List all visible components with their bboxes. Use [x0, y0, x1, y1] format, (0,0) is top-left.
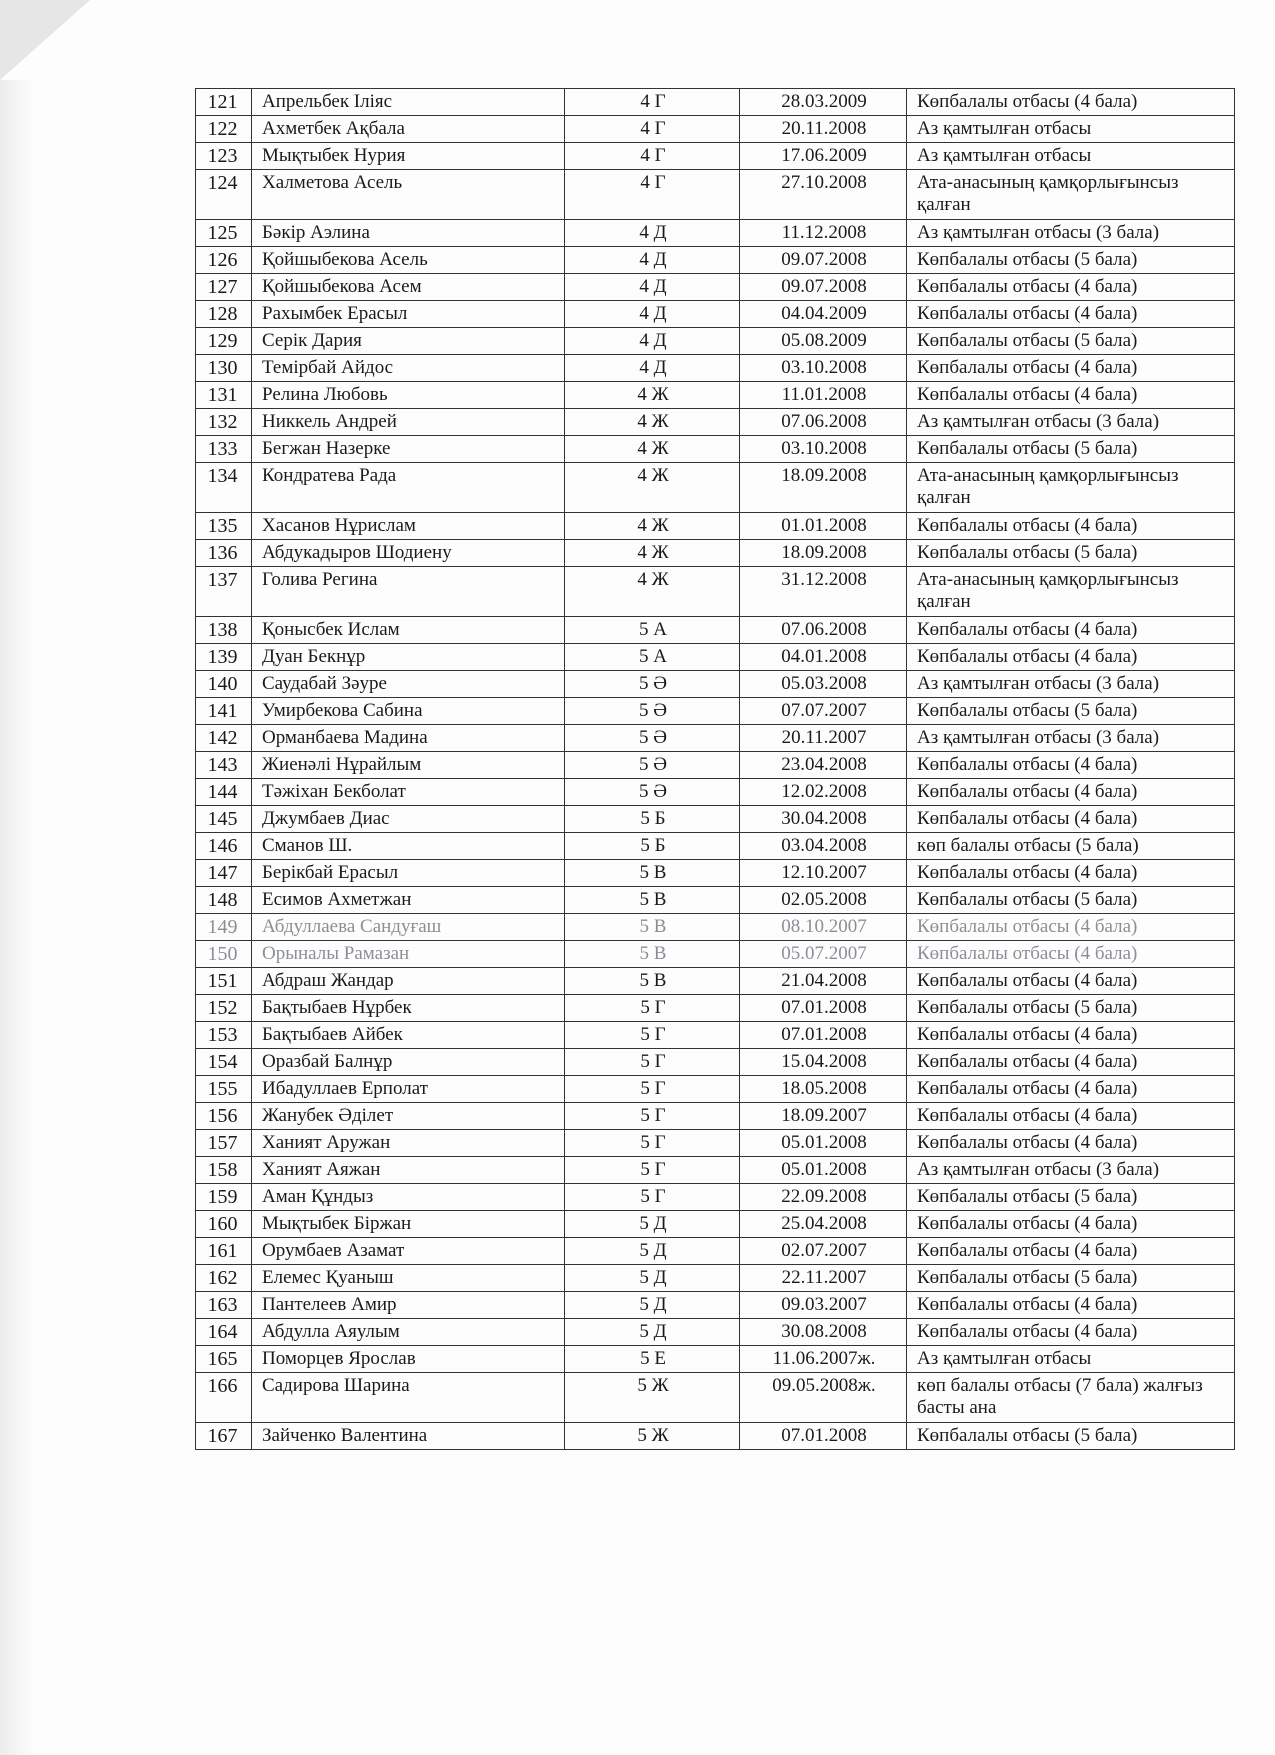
birth-date: 30.04.2008 — [740, 806, 907, 833]
family-status: Көпбалалы отбасы (5 бала) — [907, 1423, 1235, 1450]
birth-date: 18.05.2008 — [740, 1076, 907, 1103]
table-row — [196, 833, 1235, 860]
class-cell: 4 Ж — [565, 463, 740, 513]
student-name: Бақтыбаев Айбек — [252, 1022, 565, 1049]
row-number: 149 — [196, 914, 252, 941]
birth-date: 17.06.2009 — [740, 143, 907, 170]
row-number: 134 — [196, 463, 252, 513]
row-number: 143 — [196, 752, 252, 779]
table-row — [196, 1049, 1235, 1076]
class-cell: 5 Д — [565, 1238, 740, 1265]
family-status: Көпбалалы отбасы (4 бала) — [907, 1130, 1235, 1157]
table-row — [196, 806, 1235, 833]
row-number: 148 — [196, 887, 252, 914]
student-name: Орыналы Рамазан — [252, 941, 565, 968]
table-row — [196, 644, 1235, 671]
family-status: Көпбалалы отбасы (4 бала) — [907, 941, 1235, 968]
birth-date: 07.06.2008 — [740, 409, 907, 436]
table-row — [196, 698, 1235, 725]
birth-date: 01.01.2008 — [740, 513, 907, 540]
student-name: Хасанов Нұрислам — [252, 513, 565, 540]
birth-date: 02.07.2007 — [740, 1238, 907, 1265]
row-number: 138 — [196, 617, 252, 644]
table-row — [196, 671, 1235, 698]
table-row — [196, 170, 1235, 220]
birth-date: 31.12.2008 — [740, 567, 907, 617]
table-row — [196, 1103, 1235, 1130]
family-status: Көпбалалы отбасы (5 бала) — [907, 887, 1235, 914]
class-cell: 5 В — [565, 860, 740, 887]
table-row — [196, 328, 1235, 355]
student-name: Абдуллаева Сандуғаш — [252, 914, 565, 941]
class-cell: 4 Г — [565, 170, 740, 220]
student-name: Абдраш Жандар — [252, 968, 565, 995]
family-status: Аз қамтылған отбасы — [907, 143, 1235, 170]
birth-date: 07.07.2007 — [740, 698, 907, 725]
table-row — [196, 1022, 1235, 1049]
table-row — [196, 941, 1235, 968]
family-status: Аз қамтылған отбасы — [907, 116, 1235, 143]
student-name: Елемес Қуаныш — [252, 1265, 565, 1292]
family-status: Көпбалалы отбасы (4 бала) — [907, 1319, 1235, 1346]
family-status: Көпбалалы отбасы (4 бала) — [907, 617, 1235, 644]
class-cell: 5 Ә — [565, 698, 740, 725]
class-cell: 4 Д — [565, 301, 740, 328]
class-cell: 5 Г — [565, 1157, 740, 1184]
student-name: Темірбай Айдос — [252, 355, 565, 382]
family-status: Көпбалалы отбасы (4 бала) — [907, 968, 1235, 995]
birth-date: 30.08.2008 — [740, 1319, 907, 1346]
family-status: Көпбалалы отбасы (4 бала) — [907, 1022, 1235, 1049]
class-cell: 5 Г — [565, 1103, 740, 1130]
student-name: Ахметбек Ақбала — [252, 116, 565, 143]
table-row — [196, 617, 1235, 644]
scan-shadow-corner — [0, 0, 90, 80]
birth-date: 23.04.2008 — [740, 752, 907, 779]
birth-date: 11.01.2008 — [740, 382, 907, 409]
table-row — [196, 355, 1235, 382]
birth-date: 05.01.2008 — [740, 1157, 907, 1184]
row-number: 137 — [196, 567, 252, 617]
family-status: Көпбалалы отбасы (4 бала) — [907, 355, 1235, 382]
row-number: 124 — [196, 170, 252, 220]
birth-date: 28.03.2009 — [740, 89, 907, 116]
family-status: Аз қамтылған отбасы (3 бала) — [907, 409, 1235, 436]
row-number: 128 — [196, 301, 252, 328]
class-cell: 4 Д — [565, 355, 740, 382]
class-cell: 4 Ж — [565, 409, 740, 436]
birth-date: 09.07.2008 — [740, 274, 907, 301]
class-cell: 4 Ж — [565, 382, 740, 409]
row-number: 162 — [196, 1265, 252, 1292]
family-status: Көпбалалы отбасы (4 бала) — [907, 1292, 1235, 1319]
row-number: 155 — [196, 1076, 252, 1103]
birth-date: 04.04.2009 — [740, 301, 907, 328]
student-name: Пантелеев Амир — [252, 1292, 565, 1319]
class-cell: 4 Ж — [565, 540, 740, 567]
student-name: Халметова Асель — [252, 170, 565, 220]
student-name: Садирова Шарина — [252, 1373, 565, 1423]
table-row — [196, 1319, 1235, 1346]
family-status: Аз қамтылған отбасы — [907, 1346, 1235, 1373]
row-number: 145 — [196, 806, 252, 833]
birth-date: 08.10.2007 — [740, 914, 907, 941]
birth-date: 22.11.2007 — [740, 1265, 907, 1292]
table-row — [196, 274, 1235, 301]
birth-date: 07.01.2008 — [740, 995, 907, 1022]
class-cell: 5 Г — [565, 995, 740, 1022]
family-status: Көпбалалы отбасы (4 бала) — [907, 1076, 1235, 1103]
birth-date: 18.09.2007 — [740, 1103, 907, 1130]
family-status: Көпбалалы отбасы (4 бала) — [907, 382, 1235, 409]
birth-date: 05.01.2008 — [740, 1130, 907, 1157]
row-number: 140 — [196, 671, 252, 698]
family-status: Көпбалалы отбасы (4 бала) — [907, 914, 1235, 941]
class-cell: 5 Д — [565, 1211, 740, 1238]
family-status: Көпбалалы отбасы (5 бала) — [907, 1265, 1235, 1292]
table-row — [196, 1157, 1235, 1184]
student-name: Бақтыбаев Нұрбек — [252, 995, 565, 1022]
family-status: Көпбалалы отбасы (4 бала) — [907, 301, 1235, 328]
table-row — [196, 409, 1235, 436]
family-status: Ата-анасының қамқорлығынсыз қалған — [907, 170, 1235, 220]
table-row — [196, 1211, 1235, 1238]
family-status: Ата-анасының қамқорлығынсыз қалған — [907, 567, 1235, 617]
table-row — [196, 220, 1235, 247]
table-row — [196, 1076, 1235, 1103]
family-status: Көпбалалы отбасы (4 бала) — [907, 513, 1235, 540]
birth-date: 07.06.2008 — [740, 617, 907, 644]
student-name: Абдулла Аяулым — [252, 1319, 565, 1346]
student-name: Рахымбек Ерасыл — [252, 301, 565, 328]
table-row — [196, 1184, 1235, 1211]
row-number: 132 — [196, 409, 252, 436]
student-name: Абдукадыров Шодиену — [252, 540, 565, 567]
row-number: 121 — [196, 89, 252, 116]
class-cell: 5 Г — [565, 1076, 740, 1103]
class-cell: 4 Г — [565, 116, 740, 143]
student-name: Аман Құндыз — [252, 1184, 565, 1211]
table-row — [196, 540, 1235, 567]
class-cell: 5 А — [565, 644, 740, 671]
row-number: 125 — [196, 220, 252, 247]
row-number: 135 — [196, 513, 252, 540]
class-cell: 4 Д — [565, 247, 740, 274]
student-name: Сманов Ш. — [252, 833, 565, 860]
family-status: Көпбалалы отбасы (5 бала) — [907, 436, 1235, 463]
row-number: 127 — [196, 274, 252, 301]
class-cell: 5 Д — [565, 1265, 740, 1292]
family-status: Көпбалалы отбасы (5 бала) — [907, 328, 1235, 355]
class-cell: 5 Г — [565, 1130, 740, 1157]
family-status: Көпбалалы отбасы (4 бала) — [907, 806, 1235, 833]
table-row — [196, 1373, 1235, 1423]
table-row — [196, 1238, 1235, 1265]
birth-date: 05.03.2008 — [740, 671, 907, 698]
family-status: Көпбалалы отбасы (5 бала) — [907, 995, 1235, 1022]
student-name: Мықтыбек Біржан — [252, 1211, 565, 1238]
row-number: 131 — [196, 382, 252, 409]
class-cell: 4 Ж — [565, 567, 740, 617]
student-table — [195, 88, 1235, 1450]
family-status: Көпбалалы отбасы (4 бала) — [907, 1049, 1235, 1076]
table-row — [196, 436, 1235, 463]
class-cell: 4 Ж — [565, 436, 740, 463]
student-name: Орманбаева Мадина — [252, 725, 565, 752]
student-name: Ханият Аружан — [252, 1130, 565, 1157]
family-status: көп балалы отбасы (7 бала) жалғыз басты ана — [907, 1373, 1235, 1423]
table-row — [196, 301, 1235, 328]
student-name: Тәжіхан Бекболат — [252, 779, 565, 806]
table-row — [196, 752, 1235, 779]
class-cell: 5 Ә — [565, 752, 740, 779]
class-cell: 5 Г — [565, 1184, 740, 1211]
student-name: Саудабай Зәуре — [252, 671, 565, 698]
birth-date: 03.04.2008 — [740, 833, 907, 860]
class-cell: 5 В — [565, 968, 740, 995]
family-status: Аз қамтылған отбасы (3 бала) — [907, 671, 1235, 698]
student-name: Серік Дария — [252, 328, 565, 355]
student-name: Есимов Ахметжан — [252, 887, 565, 914]
student-name: Голива Регина — [252, 567, 565, 617]
class-cell: 4 Г — [565, 143, 740, 170]
table-row — [196, 725, 1235, 752]
student-name: Джумбаев Диас — [252, 806, 565, 833]
class-cell: 5 Б — [565, 806, 740, 833]
student-name: Жиенәлі Нұрайлым — [252, 752, 565, 779]
family-status: Көпбалалы отбасы (4 бала) — [907, 1211, 1235, 1238]
family-status: Көпбалалы отбасы (5 бала) — [907, 540, 1235, 567]
row-number: 166 — [196, 1373, 252, 1423]
row-number: 167 — [196, 1423, 252, 1450]
row-number: 165 — [196, 1346, 252, 1373]
table-row — [196, 463, 1235, 513]
table-row — [196, 968, 1235, 995]
birth-date: 25.04.2008 — [740, 1211, 907, 1238]
class-cell: 5 Д — [565, 1319, 740, 1346]
row-number: 126 — [196, 247, 252, 274]
student-name: Қойшыбекова Асель — [252, 247, 565, 274]
row-number: 156 — [196, 1103, 252, 1130]
student-name: Ибадуллаев Ерполат — [252, 1076, 565, 1103]
student-name: Жанубек Әділет — [252, 1103, 565, 1130]
table-row — [196, 143, 1235, 170]
student-name: Қонысбек Ислам — [252, 617, 565, 644]
table-row — [196, 1292, 1235, 1319]
table-row — [196, 995, 1235, 1022]
class-cell: 5 Г — [565, 1022, 740, 1049]
family-status: Көпбалалы отбасы (4 бала) — [907, 1103, 1235, 1130]
table-row — [196, 779, 1235, 806]
row-number: 163 — [196, 1292, 252, 1319]
table-row — [196, 860, 1235, 887]
birth-date: 09.03.2007 — [740, 1292, 907, 1319]
student-name: Берікбай Ерасыл — [252, 860, 565, 887]
family-status: Көпбалалы отбасы (4 бала) — [907, 274, 1235, 301]
family-status: Аз қамтылған отбасы (3 бала) — [907, 725, 1235, 752]
class-cell: 4 Г — [565, 89, 740, 116]
class-cell: 5 Е — [565, 1346, 740, 1373]
class-cell: 5 Д — [565, 1292, 740, 1319]
table-row — [196, 1130, 1235, 1157]
row-number: 130 — [196, 355, 252, 382]
birth-date: 18.09.2008 — [740, 540, 907, 567]
birth-date: 20.11.2008 — [740, 116, 907, 143]
family-status: Аз қамтылған отбасы (3 бала) — [907, 220, 1235, 247]
family-status: Көпбалалы отбасы (5 бала) — [907, 1184, 1235, 1211]
row-number: 144 — [196, 779, 252, 806]
class-cell: 4 Ж — [565, 513, 740, 540]
table-row — [196, 914, 1235, 941]
birth-date: 11.06.2007ж. — [740, 1346, 907, 1373]
birth-date: 11.12.2008 — [740, 220, 907, 247]
row-number: 129 — [196, 328, 252, 355]
class-cell: 5 Ж — [565, 1373, 740, 1423]
student-name: Ханият Аяжан — [252, 1157, 565, 1184]
student-name: Бәкір Аэлина — [252, 220, 565, 247]
family-status: Көпбалалы отбасы (4 бала) — [907, 1238, 1235, 1265]
family-status: Аз қамтылған отбасы (3 бала) — [907, 1157, 1235, 1184]
table-row — [196, 513, 1235, 540]
class-cell: 5 Ә — [565, 779, 740, 806]
row-number: 146 — [196, 833, 252, 860]
student-name: Зайченко Валентина — [252, 1423, 565, 1450]
table-row — [196, 1346, 1235, 1373]
family-status: Көпбалалы отбасы (4 бала) — [907, 779, 1235, 806]
class-cell: 5 Г — [565, 1049, 740, 1076]
family-status: Ата-анасының қамқорлығынсыз қалған — [907, 463, 1235, 513]
table-row — [196, 116, 1235, 143]
student-name: Апрельбек Іліяс — [252, 89, 565, 116]
student-name: Оразбай Балнұр — [252, 1049, 565, 1076]
student-name: Кондратева Рада — [252, 463, 565, 513]
class-cell: 4 Д — [565, 220, 740, 247]
class-cell: 5 Ә — [565, 725, 740, 752]
birth-date: 05.07.2007 — [740, 941, 907, 968]
row-number: 152 — [196, 995, 252, 1022]
table-body — [196, 89, 1235, 1450]
family-status: Көпбалалы отбасы (5 бала) — [907, 698, 1235, 725]
birth-date: 03.10.2008 — [740, 436, 907, 463]
class-cell: 5 Ә — [565, 671, 740, 698]
table-row — [196, 382, 1235, 409]
table-row — [196, 887, 1235, 914]
row-number: 136 — [196, 540, 252, 567]
table-row — [196, 567, 1235, 617]
birth-date: 12.02.2008 — [740, 779, 907, 806]
family-status: Көпбалалы отбасы (4 бала) — [907, 89, 1235, 116]
class-cell: 5 В — [565, 887, 740, 914]
scan-shadow-edge — [0, 80, 34, 1755]
row-number: 161 — [196, 1238, 252, 1265]
row-number: 139 — [196, 644, 252, 671]
student-name: Орумбаев Азамат — [252, 1238, 565, 1265]
family-status: көп балалы отбасы (5 бала) — [907, 833, 1235, 860]
student-name: Дуан Бекнұр — [252, 644, 565, 671]
row-number: 154 — [196, 1049, 252, 1076]
student-name: Мықтыбек Нурия — [252, 143, 565, 170]
table-row — [196, 1265, 1235, 1292]
row-number: 141 — [196, 698, 252, 725]
family-status: Көпбалалы отбасы (5 бала) — [907, 247, 1235, 274]
class-cell: 4 Д — [565, 328, 740, 355]
birth-date: 22.09.2008 — [740, 1184, 907, 1211]
row-number: 159 — [196, 1184, 252, 1211]
student-name: Қойшыбекова Асем — [252, 274, 565, 301]
row-number: 160 — [196, 1211, 252, 1238]
class-cell: 5 Б — [565, 833, 740, 860]
birth-date: 07.01.2008 — [740, 1022, 907, 1049]
birth-date: 15.04.2008 — [740, 1049, 907, 1076]
family-status: Көпбалалы отбасы (4 бала) — [907, 752, 1235, 779]
row-number: 157 — [196, 1130, 252, 1157]
birth-date: 18.09.2008 — [740, 463, 907, 513]
table-row — [196, 1423, 1235, 1450]
birth-date: 02.05.2008 — [740, 887, 907, 914]
family-status: Көпбалалы отбасы (4 бала) — [907, 644, 1235, 671]
student-name: Никкель Андрей — [252, 409, 565, 436]
row-number: 151 — [196, 968, 252, 995]
row-number: 158 — [196, 1157, 252, 1184]
student-name: Поморцев Ярослав — [252, 1346, 565, 1373]
birth-date: 27.10.2008 — [740, 170, 907, 220]
student-name: Умирбекова Сабина — [252, 698, 565, 725]
class-cell: 5 В — [565, 914, 740, 941]
student-name: Релина Любовь — [252, 382, 565, 409]
row-number: 150 — [196, 941, 252, 968]
row-number: 164 — [196, 1319, 252, 1346]
birth-date: 20.11.2007 — [740, 725, 907, 752]
class-cell: 5 В — [565, 941, 740, 968]
birth-date: 04.01.2008 — [740, 644, 907, 671]
table-row — [196, 89, 1235, 116]
row-number: 133 — [196, 436, 252, 463]
class-cell: 4 Д — [565, 274, 740, 301]
birth-date: 12.10.2007 — [740, 860, 907, 887]
student-name: Бегжан Назерке — [252, 436, 565, 463]
row-number: 153 — [196, 1022, 252, 1049]
birth-date: 09.07.2008 — [740, 247, 907, 274]
row-number: 123 — [196, 143, 252, 170]
family-status: Көпбалалы отбасы (4 бала) — [907, 860, 1235, 887]
row-number: 147 — [196, 860, 252, 887]
class-cell: 5 Ж — [565, 1423, 740, 1450]
table-row — [196, 247, 1235, 274]
row-number: 122 — [196, 116, 252, 143]
class-cell: 5 А — [565, 617, 740, 644]
birth-date: 05.08.2009 — [740, 328, 907, 355]
birth-date: 07.01.2008 — [740, 1423, 907, 1450]
birth-date: 09.05.2008ж. — [740, 1373, 907, 1423]
birth-date: 03.10.2008 — [740, 355, 907, 382]
row-number: 142 — [196, 725, 252, 752]
birth-date: 21.04.2008 — [740, 968, 907, 995]
